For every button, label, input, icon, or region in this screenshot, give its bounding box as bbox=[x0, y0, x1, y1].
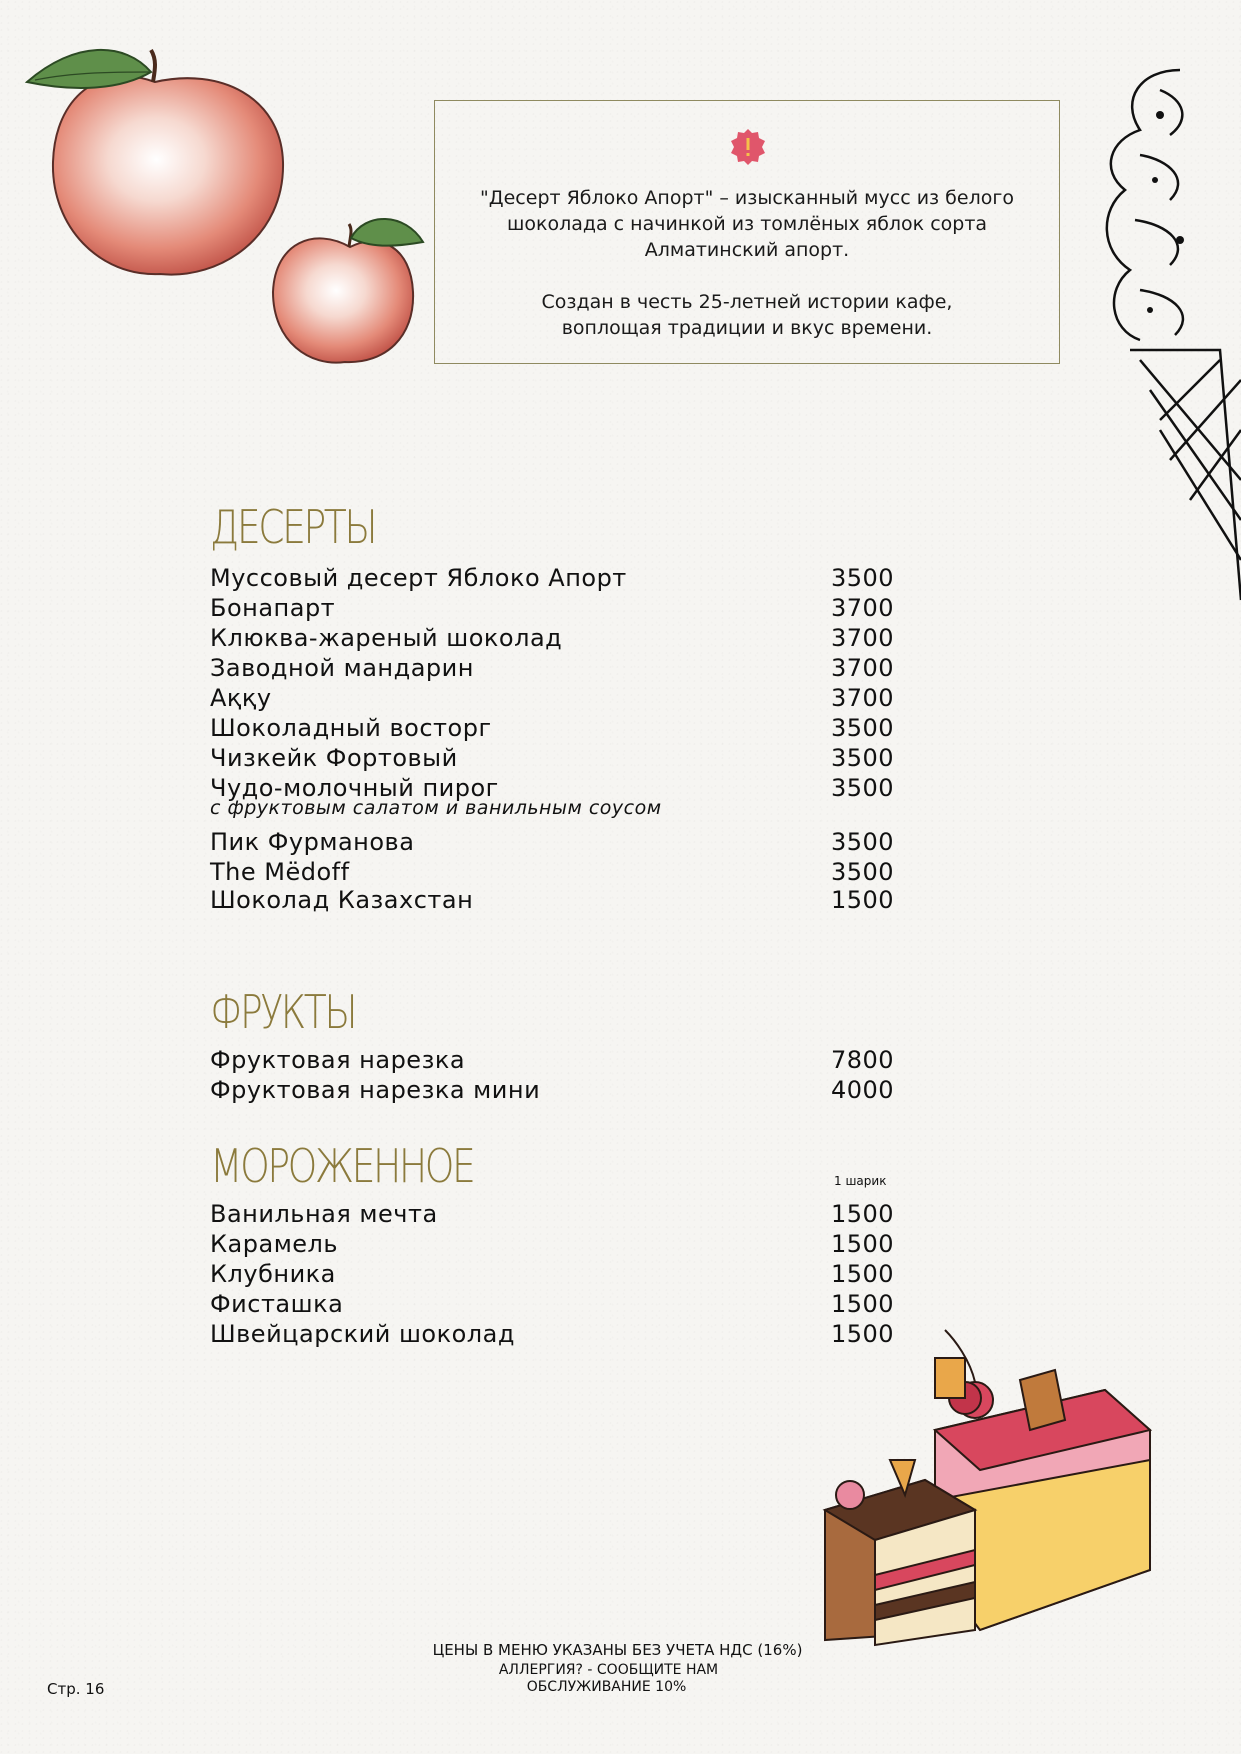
alert-badge-icon bbox=[728, 127, 768, 167]
item-name: Муссовый десерт Яблоко Апорт bbox=[210, 564, 627, 592]
menu-item bbox=[210, 1045, 900, 1075]
vat-note: ЦЕНЫ В МЕНЮ УКАЗАНЫ БЕЗ УЧЕТА НДС (16%) bbox=[432, 1641, 803, 1659]
notice-line: Алматинский апорт. bbox=[644, 239, 850, 261]
item-price: 1500 bbox=[831, 1260, 895, 1288]
item-price: 3700 bbox=[831, 654, 895, 682]
item-name: Фруктовая нарезка bbox=[210, 1046, 466, 1074]
item-note: с фруктовым салатом и ванильным соусом bbox=[210, 797, 662, 819]
item-name: Чудо-молочный пирог bbox=[210, 774, 499, 802]
item-price: 1500 bbox=[831, 1290, 895, 1318]
item-name: Швейцарский шоколад bbox=[210, 1320, 515, 1348]
section-title-fruits: ФРУКТЫ bbox=[210, 985, 356, 1039]
item-name: Ванильная мечта bbox=[210, 1200, 438, 1228]
item-price: 7800 bbox=[831, 1046, 895, 1074]
item-name: Карамель bbox=[210, 1230, 339, 1258]
item-name: Шоколадный восторг bbox=[210, 714, 492, 742]
icecream-list bbox=[210, 1199, 900, 1349]
notice-description bbox=[445, 185, 1049, 263]
service-note: ОБСЛУЖИВАНИЕ 10% bbox=[526, 1679, 687, 1695]
item-name: Бонапарт bbox=[210, 594, 336, 622]
item-price: 3500 bbox=[831, 564, 895, 592]
item-name: Фисташка bbox=[210, 1290, 344, 1318]
item-name: Пик Фурманова bbox=[210, 828, 415, 856]
fruits-list bbox=[210, 1045, 900, 1105]
ice-cream-cone-illustration bbox=[1100, 60, 1241, 620]
menu-item bbox=[210, 683, 900, 713]
item-price: 3700 bbox=[831, 594, 895, 622]
item-price: 4000 bbox=[831, 1076, 895, 1104]
item-name: Клубника bbox=[210, 1260, 336, 1288]
item-name: Шоколад Казахстан bbox=[210, 886, 474, 914]
menu-item bbox=[210, 563, 900, 593]
item-name: Аққу bbox=[210, 684, 272, 712]
menu-item bbox=[210, 713, 900, 743]
menu-item bbox=[210, 1075, 900, 1105]
page-number: Стр. 16 bbox=[47, 1680, 105, 1698]
item-name: Клюква-жареный шоколад bbox=[210, 624, 563, 652]
section-title-icecream: МОРОЖЕННОЕ bbox=[210, 1139, 474, 1193]
menu-item-note-row bbox=[210, 797, 900, 827]
item-name: Заводной мандарин bbox=[210, 654, 474, 682]
notice-anniversary bbox=[445, 289, 1049, 341]
menu-item bbox=[210, 827, 900, 857]
item-price: 3500 bbox=[831, 858, 895, 886]
notice-line: шоколада с начинкой из томлёных яблок сорта bbox=[506, 213, 988, 235]
desserts-list bbox=[210, 563, 900, 913]
menu-item bbox=[210, 1199, 900, 1229]
notice-line: "Десерт Яблоко Апорт" – изысканный мусс из белого bbox=[480, 187, 1014, 209]
cakes-illustration bbox=[805, 1320, 1155, 1650]
menu-item bbox=[210, 623, 900, 653]
menu-item bbox=[210, 1289, 900, 1319]
item-price: 1500 bbox=[831, 1200, 895, 1228]
dessert-notice-box bbox=[434, 100, 1060, 364]
menu-item bbox=[210, 1259, 900, 1289]
item-price: 1500 bbox=[831, 1320, 895, 1348]
menu-item bbox=[210, 653, 900, 683]
item-price: 1500 bbox=[831, 886, 895, 914]
item-price: 3700 bbox=[831, 624, 895, 652]
item-price: 3500 bbox=[831, 744, 895, 772]
item-name: Чизкейк Фортовый bbox=[210, 744, 458, 772]
menu-item bbox=[210, 743, 900, 773]
menu-item bbox=[210, 1319, 900, 1349]
item-name: Фруктовая нарезка мини bbox=[210, 1076, 541, 1104]
item-price: 3500 bbox=[831, 774, 895, 802]
menu-item bbox=[210, 1229, 900, 1259]
menu-item bbox=[210, 887, 900, 913]
item-price: 3700 bbox=[831, 684, 895, 712]
notice-line: Создан в честь 25-летней истории кафе, bbox=[541, 291, 953, 313]
notice-line: воплощая традиции и вкус времени. bbox=[561, 317, 933, 339]
apples-illustration bbox=[15, 42, 435, 382]
unit-note: 1 шарик bbox=[834, 1174, 887, 1188]
allergy-note: АЛЛЕРГИЯ? - СООБЩИТЕ НАМ bbox=[498, 1662, 719, 1678]
item-price: 3500 bbox=[831, 714, 895, 742]
item-name: The Mëdoff bbox=[210, 858, 350, 886]
section-title-desserts: ДЕСЕРТЫ bbox=[210, 500, 376, 554]
item-price: 3500 bbox=[831, 828, 895, 856]
menu-item bbox=[210, 593, 900, 623]
menu-item bbox=[210, 857, 900, 887]
item-price: 1500 bbox=[831, 1230, 895, 1258]
